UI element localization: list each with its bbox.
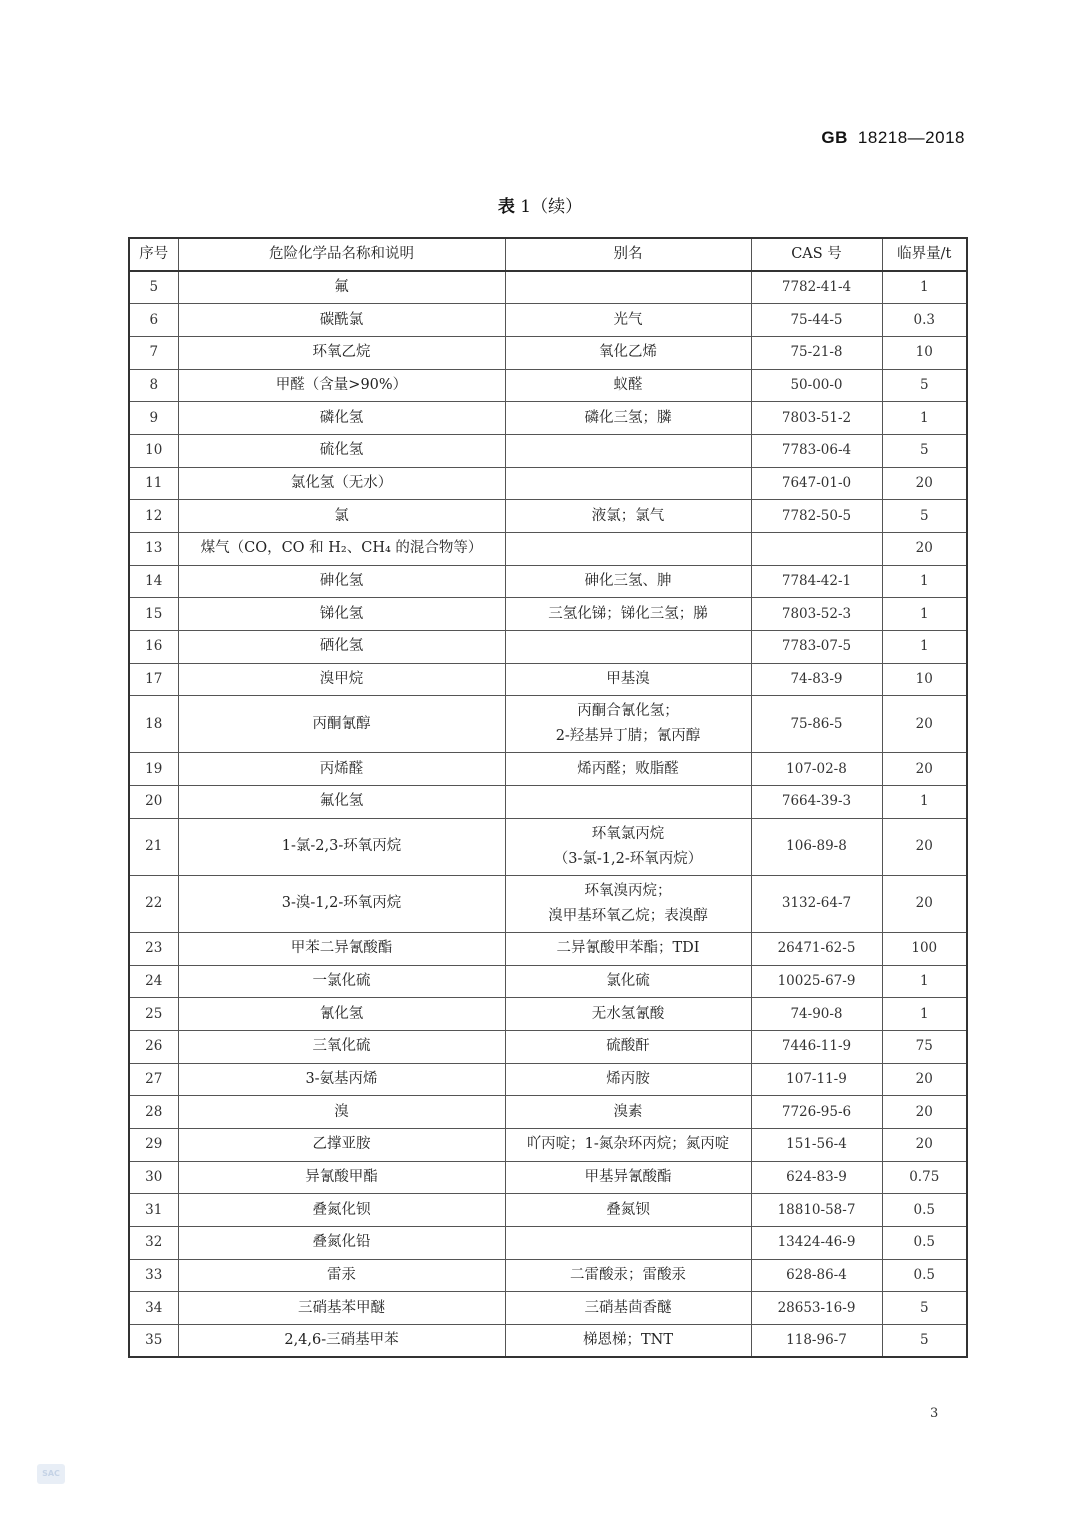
cell-name: 一氯化硫 — [178, 965, 505, 998]
cell-threshold: 5 — [882, 434, 967, 467]
column-header-number: 序号 — [129, 238, 178, 271]
table-row — [129, 1161, 967, 1194]
cell-number: 29 — [129, 1128, 178, 1161]
cell-threshold: 10 — [882, 663, 967, 696]
cell-alias: 砷化三氢、胂 — [505, 565, 751, 598]
cell-name: 异氰酸甲酯 — [178, 1161, 505, 1194]
cell-number: 18 — [129, 696, 178, 753]
cell-cas: 10025-67-9 — [751, 965, 882, 998]
cell-cas: 7782-50-5 — [751, 500, 882, 533]
cell-number: 5 — [129, 271, 178, 304]
cell-name: 氯 — [178, 500, 505, 533]
table-row — [129, 1194, 967, 1227]
cell-alias: 叠氮钡 — [505, 1194, 751, 1227]
cell-threshold: 0.5 — [882, 1227, 967, 1260]
table-row — [129, 1128, 967, 1161]
cell-name: 甲苯二异氰酸酯 — [178, 932, 505, 965]
cell-threshold: 0.75 — [882, 1161, 967, 1194]
cell-cas: 106-89-8 — [751, 818, 882, 875]
cell-cas: 7446-11-9 — [751, 1030, 882, 1063]
cell-name: 1-氯-2,3-环氧丙烷 — [178, 818, 505, 875]
cell-cas: 28653-16-9 — [751, 1292, 882, 1325]
column-header-threshold: 临界量/t — [882, 238, 967, 271]
cell-cas: 7784-42-1 — [751, 565, 882, 598]
cell-number: 26 — [129, 1030, 178, 1063]
cell-alias: 液氯；氯气 — [505, 500, 751, 533]
cell-number: 23 — [129, 932, 178, 965]
cell-alias — [505, 271, 751, 304]
cell-number: 34 — [129, 1292, 178, 1325]
cell-name: 雷汞 — [178, 1259, 505, 1292]
table-row — [129, 304, 967, 337]
cell-alias — [505, 533, 751, 566]
cell-cas: 628-86-4 — [751, 1259, 882, 1292]
cell-number: 11 — [129, 467, 178, 500]
cell-cas: 18810-58-7 — [751, 1194, 882, 1227]
table-row — [129, 965, 967, 998]
table-row — [129, 500, 967, 533]
cell-alias-line-1: 环氧氯丙烷 — [591, 825, 665, 842]
cell-cas: 7726-95-6 — [751, 1096, 882, 1129]
cell-threshold: 0.3 — [882, 304, 967, 337]
cell-cas: 75-86-5 — [751, 696, 882, 753]
cell-name: 氯化氢（无水） — [178, 467, 505, 500]
cell-name: 氟 — [178, 271, 505, 304]
cell-name: 甲醛（含量>90%） — [178, 369, 505, 402]
cell-alias — [505, 786, 751, 819]
cell-name: 丙酮氰醇 — [178, 696, 505, 753]
table-row — [129, 753, 967, 786]
cell-cas: 7647-01-0 — [751, 467, 882, 500]
cell-name: 磷化氢 — [178, 402, 505, 435]
cell-threshold: 20 — [882, 753, 967, 786]
cell-alias — [505, 696, 751, 753]
table-row — [129, 875, 967, 932]
cell-cas — [751, 533, 882, 566]
cell-cas: 107-11-9 — [751, 1063, 882, 1096]
cell-alias: 甲基异氰酸酯 — [505, 1161, 751, 1194]
table-row — [129, 271, 967, 304]
cell-cas: 151-56-4 — [751, 1128, 882, 1161]
table-row — [129, 369, 967, 402]
cell-number: 14 — [129, 565, 178, 598]
table-row — [129, 336, 967, 369]
table-row — [129, 663, 967, 696]
table-row — [129, 1063, 967, 1096]
cell-name: 三氧化硫 — [178, 1030, 505, 1063]
cell-alias: 氯化硫 — [505, 965, 751, 998]
standard-number: 18218—2018 — [857, 128, 965, 147]
table-header-row — [129, 238, 967, 271]
cell-threshold: 20 — [882, 875, 967, 932]
table-row — [129, 1292, 967, 1325]
column-header-alias: 别名 — [505, 238, 751, 271]
cell-number: 25 — [129, 998, 178, 1031]
table-row — [129, 402, 967, 435]
cell-number: 22 — [129, 875, 178, 932]
cell-name: 丙烯醛 — [178, 753, 505, 786]
cell-alias-line-1: 环氧溴丙烷； — [584, 882, 672, 899]
table-row — [129, 1030, 967, 1063]
cell-alias-line-2: 溴甲基环氧乙烷；表溴醇 — [548, 907, 708, 924]
table-caption-text: 1（续） — [514, 197, 583, 217]
cell-alias: 烯丙胺 — [505, 1063, 751, 1096]
cell-cas: 7664-39-3 — [751, 786, 882, 819]
cell-threshold: 5 — [882, 369, 967, 402]
cell-threshold: 20 — [882, 696, 967, 753]
table-row — [129, 1227, 967, 1260]
watermark-logo: SAC — [37, 1464, 65, 1484]
cell-name: 环氧乙烷 — [178, 336, 505, 369]
cell-threshold: 5 — [882, 500, 967, 533]
cell-number: 7 — [129, 336, 178, 369]
cell-alias — [505, 434, 751, 467]
cell-cas: 74-90-8 — [751, 998, 882, 1031]
table-row — [129, 598, 967, 631]
cell-alias: 二异氰酸甲苯酯；TDI — [505, 932, 751, 965]
table-row — [129, 696, 967, 753]
cell-number: 28 — [129, 1096, 178, 1129]
cell-cas: 13424-46-9 — [751, 1227, 882, 1260]
table-row — [129, 631, 967, 664]
cell-cas: 3132-64-7 — [751, 875, 882, 932]
cell-name: 硒化氢 — [178, 631, 505, 664]
cell-threshold: 20 — [882, 1063, 967, 1096]
table-row — [129, 565, 967, 598]
cell-cas: 624-83-9 — [751, 1161, 882, 1194]
cell-name: 砷化氢 — [178, 565, 505, 598]
cell-threshold: 75 — [882, 1030, 967, 1063]
cell-alias — [505, 631, 751, 664]
cell-name: 溴 — [178, 1096, 505, 1129]
table-row — [129, 818, 967, 875]
cell-number: 6 — [129, 304, 178, 337]
cell-number: 20 — [129, 786, 178, 819]
cell-threshold: 1 — [882, 631, 967, 664]
cell-cas: 75-21-8 — [751, 336, 882, 369]
cell-alias: 烯丙醛；败脂醛 — [505, 753, 751, 786]
cell-threshold: 20 — [882, 1096, 967, 1129]
cell-number: 33 — [129, 1259, 178, 1292]
table-row — [129, 467, 967, 500]
cell-cas: 7803-52-3 — [751, 598, 882, 631]
cell-number: 13 — [129, 533, 178, 566]
cell-cas: 7782-41-4 — [751, 271, 882, 304]
cell-threshold: 0.5 — [882, 1259, 967, 1292]
cell-alias: 梯恩梯；TNT — [505, 1325, 751, 1358]
cell-threshold: 100 — [882, 932, 967, 965]
cell-threshold: 1 — [882, 965, 967, 998]
table-caption — [0, 192, 1080, 217]
cell-alias-line-2: 2-羟基异丁腈；氰丙醇 — [555, 728, 701, 745]
cell-number: 35 — [129, 1325, 178, 1358]
cell-alias: 二雷酸汞；雷酸汞 — [505, 1259, 751, 1292]
cell-number: 21 — [129, 818, 178, 875]
cell-threshold: 1 — [882, 565, 967, 598]
standard-prefix: GB — [821, 128, 848, 147]
cell-name: 锑化氢 — [178, 598, 505, 631]
cell-cas: 7803-51-2 — [751, 402, 882, 435]
cell-cas: 50-00-0 — [751, 369, 882, 402]
cell-name: 2,4,6-三硝基甲苯 — [178, 1325, 505, 1358]
table-row — [129, 1259, 967, 1292]
cell-cas: 7783-07-5 — [751, 631, 882, 664]
cell-threshold: 10 — [882, 336, 967, 369]
cell-alias: 光气 — [505, 304, 751, 337]
cell-number: 17 — [129, 663, 178, 696]
cell-number: 24 — [129, 965, 178, 998]
cell-alias — [505, 467, 751, 500]
cell-number: 31 — [129, 1194, 178, 1227]
table-row — [129, 434, 967, 467]
cell-name: 叠氮化铅 — [178, 1227, 505, 1260]
cell-threshold: 5 — [882, 1292, 967, 1325]
cell-cas: 26471-62-5 — [751, 932, 882, 965]
cell-alias: 三硝基茴香醚 — [505, 1292, 751, 1325]
cell-number: 12 — [129, 500, 178, 533]
cell-name: 氟化氢 — [178, 786, 505, 819]
cell-cas: 74-83-9 — [751, 663, 882, 696]
table-row — [129, 1096, 967, 1129]
cell-alias: 甲基溴 — [505, 663, 751, 696]
cell-name: 煤气（CO，CO 和 H₂、CH₄ 的混合物等） — [178, 533, 505, 566]
hazardous-chemicals-table — [128, 237, 968, 1358]
cell-name: 氰化氢 — [178, 998, 505, 1031]
cell-number: 32 — [129, 1227, 178, 1260]
cell-threshold: 20 — [882, 1128, 967, 1161]
cell-number: 19 — [129, 753, 178, 786]
column-header-name: 危险化学品名称和说明 — [178, 238, 505, 271]
table-row — [129, 1325, 967, 1358]
cell-threshold: 20 — [882, 533, 967, 566]
cell-threshold: 1 — [882, 598, 967, 631]
cell-alias: 氧化乙烯 — [505, 336, 751, 369]
cell-name: 叠氮化钡 — [178, 1194, 505, 1227]
cell-alias: 无水氢氰酸 — [505, 998, 751, 1031]
cell-threshold: 1 — [882, 998, 967, 1031]
cell-name: 乙撑亚胺 — [178, 1128, 505, 1161]
cell-name: 硫化氢 — [178, 434, 505, 467]
cell-alias: 磷化三氢；膦 — [505, 402, 751, 435]
cell-name: 3-溴-1,2-环氧丙烷 — [178, 875, 505, 932]
cell-number: 16 — [129, 631, 178, 664]
cell-threshold: 20 — [882, 467, 967, 500]
cell-cas: 118-96-7 — [751, 1325, 882, 1358]
cell-threshold: 1 — [882, 402, 967, 435]
cell-threshold: 0.5 — [882, 1194, 967, 1227]
cell-number: 15 — [129, 598, 178, 631]
cell-threshold: 1 — [882, 271, 967, 304]
cell-alias: 吖丙啶；1-氮杂环丙烷；氮丙啶 — [505, 1128, 751, 1161]
cell-name: 碳酰氯 — [178, 304, 505, 337]
table-row — [129, 786, 967, 819]
table-caption-label: 表 — [497, 197, 515, 217]
page-number: 3 — [930, 1406, 939, 1421]
cell-name: 三硝基苯甲醚 — [178, 1292, 505, 1325]
cell-alias: 三氢化锑；锑化三氢；䏲 — [505, 598, 751, 631]
cell-name: 3-氨基丙烯 — [178, 1063, 505, 1096]
cell-number: 30 — [129, 1161, 178, 1194]
table-row — [129, 533, 967, 566]
cell-number: 9 — [129, 402, 178, 435]
cell-name: 溴甲烷 — [178, 663, 505, 696]
cell-cas: 7783-06-4 — [751, 434, 882, 467]
table-row — [129, 932, 967, 965]
cell-alias: 溴素 — [505, 1096, 751, 1129]
cell-alias — [505, 875, 751, 932]
cell-number: 27 — [129, 1063, 178, 1096]
cell-alias-line-2: （3-氯-1,2-环氧丙烷） — [553, 850, 703, 867]
table-row — [129, 998, 967, 1031]
standard-code — [821, 128, 965, 148]
cell-cas: 107-02-8 — [751, 753, 882, 786]
cell-alias-line-1: 丙酮合氰化氢； — [577, 703, 679, 720]
table-body — [129, 271, 967, 1357]
cell-alias: 蚁醛 — [505, 369, 751, 402]
cell-alias — [505, 1227, 751, 1260]
cell-threshold: 1 — [882, 786, 967, 819]
column-header-cas: CAS 号 — [751, 238, 882, 271]
cell-cas: 75-44-5 — [751, 304, 882, 337]
cell-number: 10 — [129, 434, 178, 467]
cell-threshold: 20 — [882, 818, 967, 875]
cell-threshold: 5 — [882, 1325, 967, 1358]
cell-alias — [505, 818, 751, 875]
cell-number: 8 — [129, 369, 178, 402]
cell-alias: 硫酸酐 — [505, 1030, 751, 1063]
